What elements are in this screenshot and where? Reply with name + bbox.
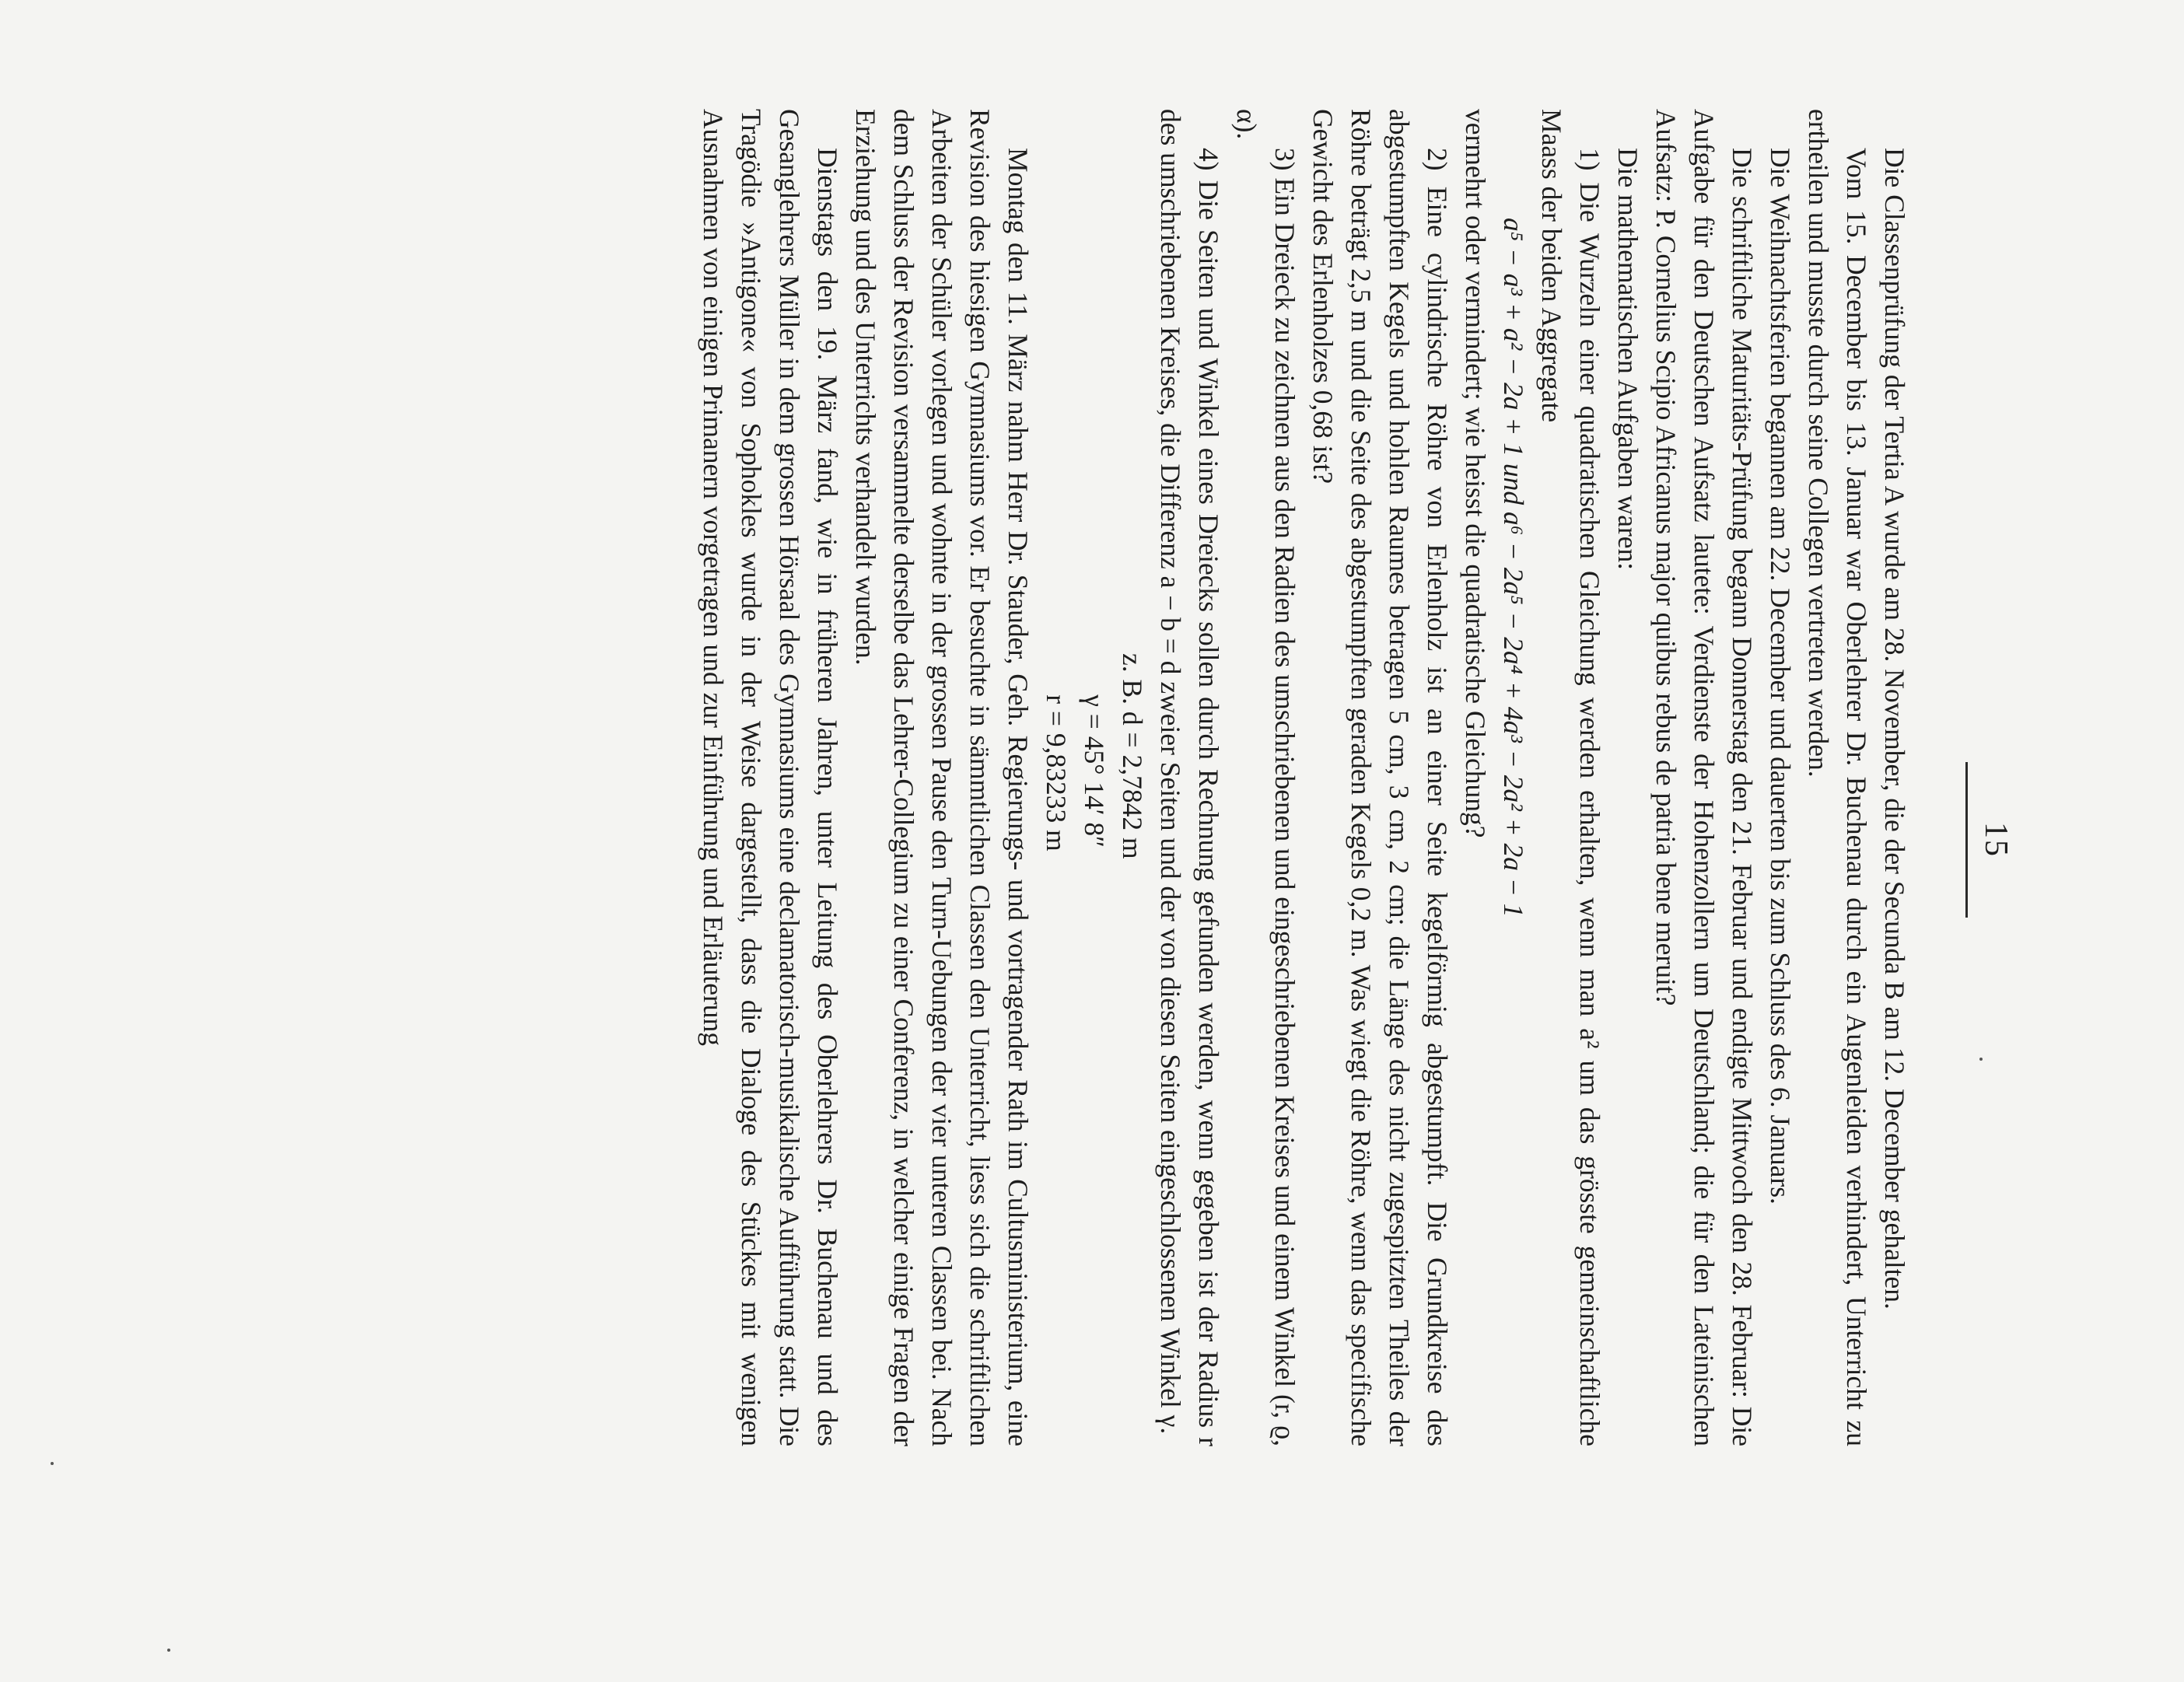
page-body [694,109,1913,1446]
paragraph: 1) Die Wurzeln einer quadratischen Gleichung werden erhalten, wenn man a² um das grösste gemeinschaftliche Maass der beiden Aggregate [1536,109,1605,1446]
paragraph: Die schriftliche Maturitäts-Prüfung begann Donnerstag den 21. Februar und endigte Mittwoch den 28. Februar: Die Aufgabe für den Deutschen Aufsatz lautete: Verdienste der Hohenzollern um Deutschland; die für den Lateinischen Aufsatz: P. Cornelius Scipio Africanus major quibus rebus de patria bene meruit? [1650,109,1758,1446]
paragraph: 3) Ein Dreieck zu zeichnen aus den Radien des umschriebenen und eingeschriebenen Kreises und einem Winkel (r, ϱ, α). [1231,109,1300,1446]
rotated-page [311,62,2061,1617]
paragraph: 2) Eine cylindrische Röhre von Erlenholz ist an einer Seite kegelförmig abgestumpft. Die Grundkreise des abgestumpften Kegels und hohlen Raumes betragen 5 cm, 3 cm, 2 cm; die Länge des nicht zugespitzten Theiles der Röhre beträgt 2,5 m und die Seite des abgestumpften geraden Kegels 0,2 m. Was wiegt die Röhre, wenn das specifische Gewicht des Erlenholzes 0,68 ist? [1307,109,1453,1446]
paragraph: 4) Die Seiten und Winkel eines Dreiecks sollen durch Rechnung gefunden werden, wenn gegeben ist der Radius r des umschriebenen Kreises, die Differenz a − b = d zweier Seiten und der von diesen Seiten eingeschlossenen Winkel γ. [1155,109,1224,1446]
paragraph: Die Classenprüfung der Tertia A wurde am 28. November, die der Secunda B am 12. December gehalten. [1879,148,1910,1310]
paragraph: Die Weihnachtsferien begannen am 22. December und dauerten bis zum Schluss des 6. Januars. [1765,148,1796,1205]
dust-speck [167,1649,170,1652]
given-row: γ = 45° 14′ 8″ [1079,653,1110,848]
page-header [1944,62,2014,1617]
dust-speck [51,1462,54,1465]
page-number: 15 [1978,822,2014,858]
given-row: r = 9,83233 m [1041,653,1072,851]
paragraph: vermehrt oder vermindert; wie heisst die quadratische Gleichung? [1460,109,1491,838]
given-row: z. B. d = 2,7842 m [1117,653,1148,859]
formula: a⁵ − a³ + a² − 2a + 1 und a⁶ − 2a⁵ − 2a⁴ + 4a³ − 2a² + 2a − 1 [1498,218,1529,918]
paragraph: Vom 15. December bis 13. Januar war Oberlehrer Dr. Buchenau durch ein Augenleiden verhindert, Unterricht zu ertheilen und musste durch seine Collegen vertreten werden. [1803,109,1872,1446]
header-rule [1965,762,1968,918]
paragraph: Dienstags den 19. März fand, wie in früheren Jahren, unter Leitung des Oberlehrers Dr. Buchenau und des Gesanglehrers Müller in dem grossen Hörsaal des Gymnasiums eine declamatorisch-musikalische Aufführung statt. Die Tragödie »Antigone« von Sophokles wurde in der Weise dargestellt, dass die Dialoge des Stückes mit wenigen Ausnahmen von einigen Primanern vorgetragen und zur Einführung und Erläuterung [698,109,843,1446]
paragraph: Die mathematischen Aufgaben waren: [1612,148,1643,571]
given-values [1037,109,1151,1446]
dust-speck [1979,1058,1983,1061]
paragraph: Montag den 11. März nahm Herr Dr. Stauder, Geh. Regierungs- und vortragender Rath im Cultusministerium, eine Revision des hiesigen Gymnasiums vor. Er besuchte in sämmtlichen Classen den Unterricht, liess sich die schriftlichen Arbeiten der Schüler vorlegen und wohnte in der grossen Pause den Turn-Uebungen der vier unteren Classen bei. Nach dem Schluss der Revision versammelte derselbe das Lehrer-Collegium zu einer Conferenz, in welcher einige Fragen der Erziehung und des Unterrichts verhandelt wurden. [850,109,1034,1446]
